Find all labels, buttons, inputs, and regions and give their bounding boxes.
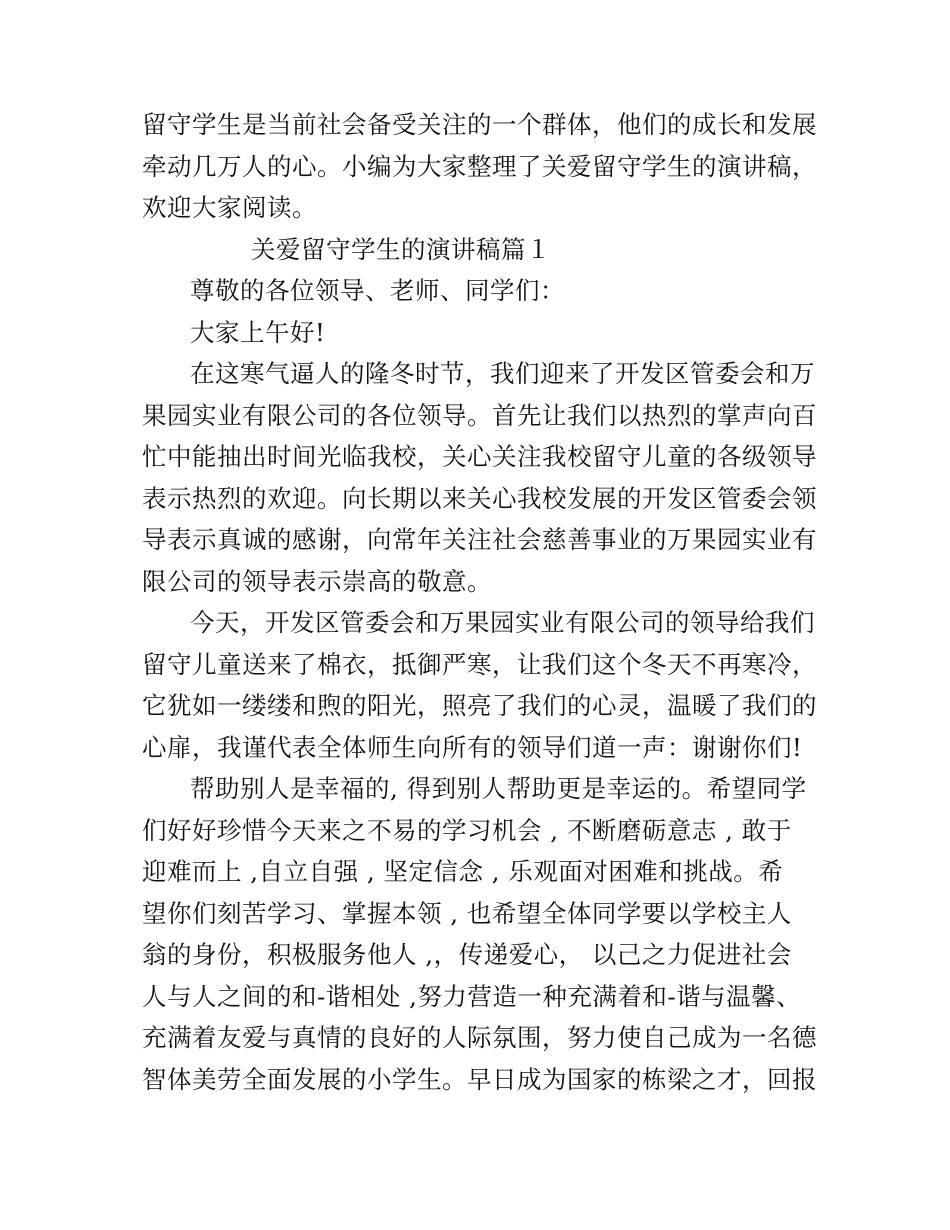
section-heading: 关爱留守学生的演讲稿篇１ [251,234,551,264]
text-line: 表示热烈的欢迎。向长期以来关心我校发展的开发区管委会领 [142,483,817,513]
text-line: 望你们刻苦学习、掌握本领 , 也希望全体同学要以学校主人 [142,898,792,928]
text-line: 翁的身份，积极服务他人 ,，传递爱心， 以己之力促进社会 [142,940,792,969]
text-line: 果园实业有限公司的各位领导。首先让我们以热烈的掌声向百 [142,400,817,430]
text-line: 今天，开发区管委会和万果园实业有限公司的领导给我们 [190,608,815,637]
text-line: 们好好珍惜今天来之不易的学习机会 , 不断磨砺意志 , 敢于 [142,815,792,845]
text-line: 忙中能抽出时间光临我校，关心关注我校留守儿童的各级领导 [142,442,817,471]
text-line: 心扉，我谨代表全体师生向所有的领导们道一声：谢谢你们! [142,732,803,762]
text-line: 迎难而上 ,自立自强 , 坚定信念 , 乐观面对困难和挑战。希 [142,857,784,886]
text-line: 充满着友爱与真情的良好的人际氛围，努力使自己成为一名德 [142,1023,817,1052]
text-line: 人与人之间的和-谐相处 ,努力营造一种充满着和-谐与温馨、 [142,981,802,1011]
text-line: 在这寒气逼人的隆冬时节，我们迎来了开发区管委会和万 [190,359,815,388]
text-line: 它犹如一缕缕和煦的阳光，照亮了我们的心灵，温暖了我们的 [142,691,817,720]
text-line: 留守儿童送来了棉衣，抵御严寒，让我们这个冬天不再寒冷， [142,649,817,679]
text-line: 尊敬的各位领导、老师、同学们： [190,276,565,305]
text-line: 导表示真诚的感谢，向常年关注社会慈善事业的万果园实业有 [142,525,817,554]
text-line: 留守学生是当前社会备受关注的一个群体，他们的成长和发展 [142,110,817,139]
text-line: 限公司的领导表示崇高的敬意。 [142,566,492,596]
text-line: 大家上午好! [190,317,326,347]
text-line: 智体美劳全面发展的小学生。早日成为国家的栋梁之才，回报 [142,1064,817,1094]
document-body [142,104,822,1100]
text-line: 欢迎大家阅读。 [142,193,317,222]
text-line: 牵动几万人的心。小编为大家整理了关爱留守学生的演讲稿， [142,151,817,181]
text-line: 帮助别人是幸福的, 得到别人帮助更是幸运的。希望同学 [190,774,807,803]
